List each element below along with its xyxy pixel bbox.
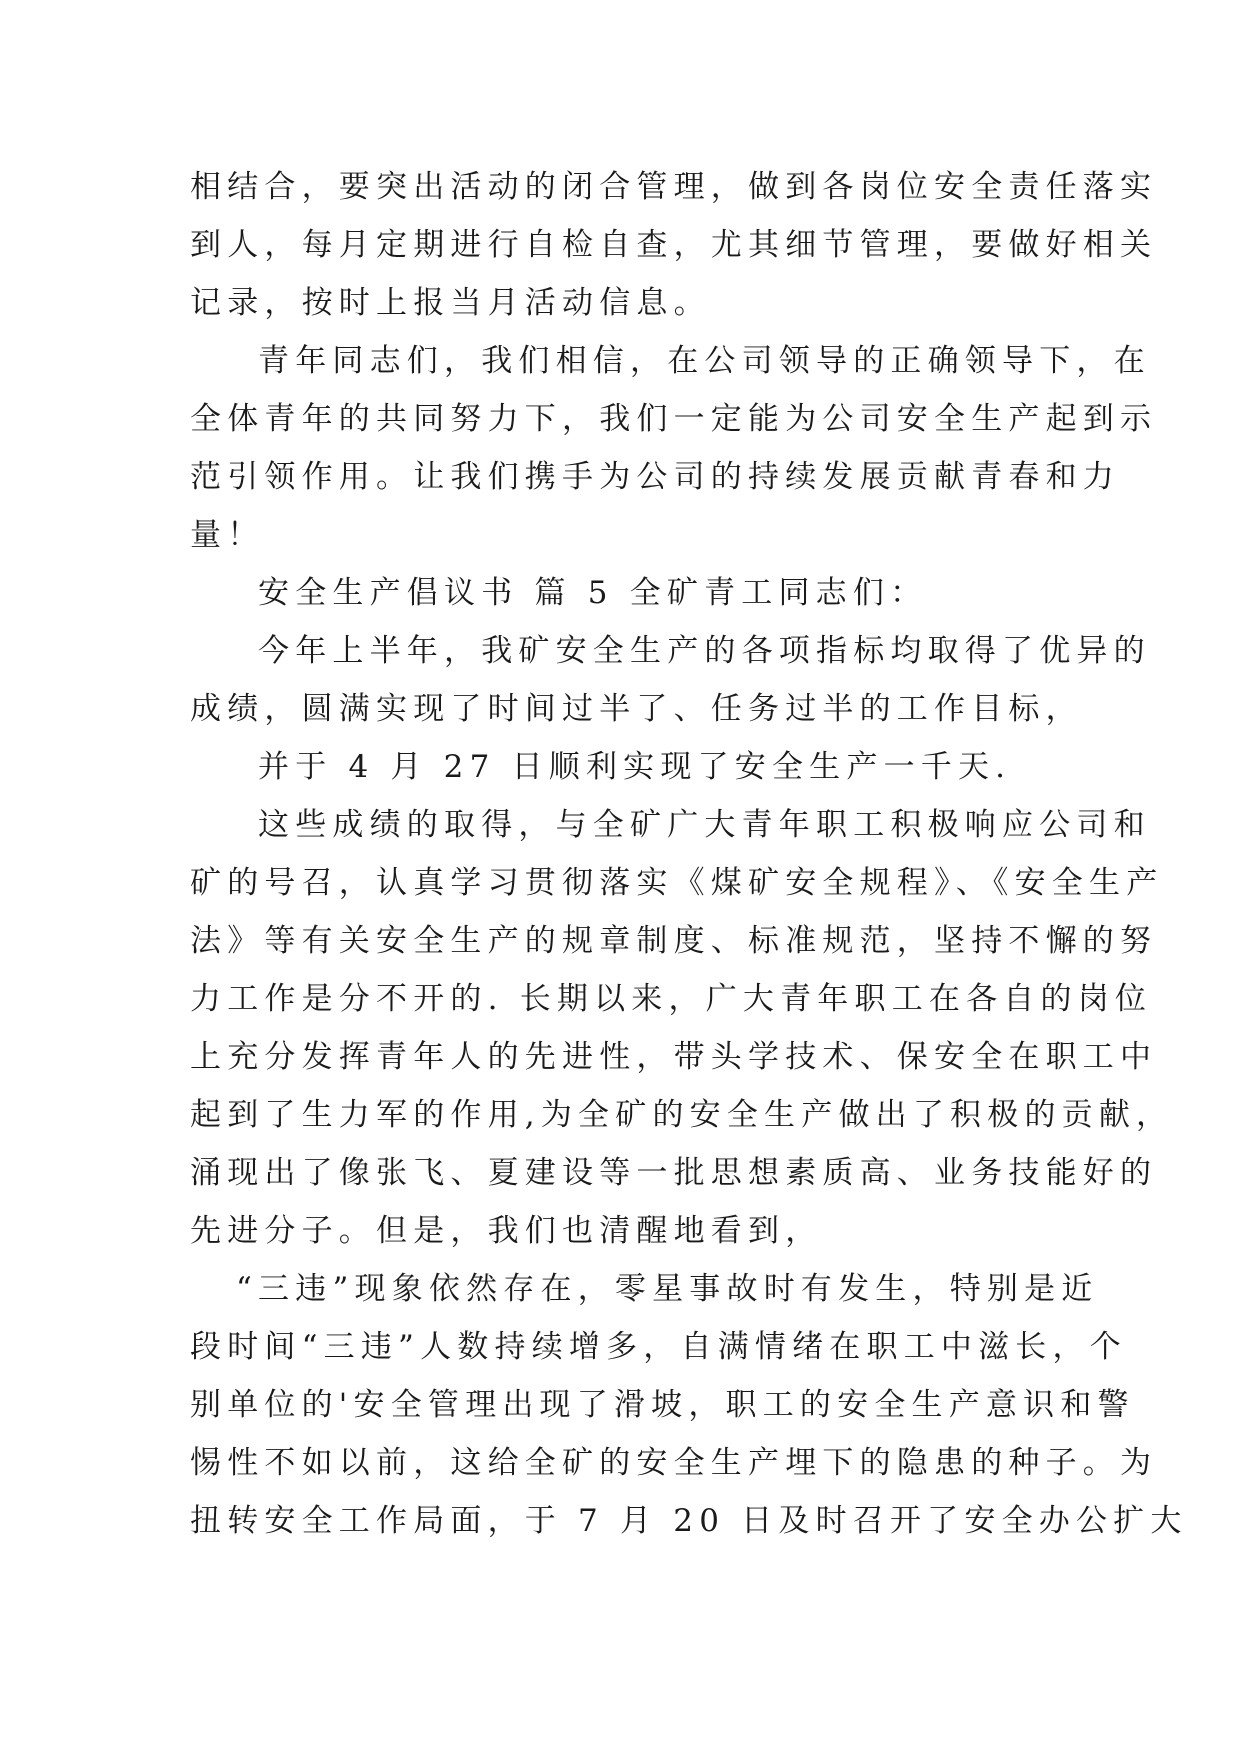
paragraph-start: 今年上半年，我矿安全生产的各项指标均取得了优异的 xyxy=(258,633,1151,669)
text-line: 上充分发挥青年人的先进性，带头学技术、保安全在职工中 xyxy=(190,1039,1158,1075)
text-line: 全体青年的共同努力下，我们一定能为公司安全生产起到示 xyxy=(190,401,1158,437)
text-line: 力工作是分不开的. 长期以来，广大青年职工在各自的岗位 xyxy=(190,981,1153,1017)
text-line: 起到了生力军的作用,为全矿的安全生产做出了积极的贡献， xyxy=(190,1097,1174,1133)
paragraph-start: 这些成绩的取得，与全矿广大青年职工积极响应公司和 xyxy=(258,807,1151,843)
text-line: 相结合，要突出活动的闭合管理，做到各岗位安全责任落实 xyxy=(190,169,1158,205)
paragraph-start: 青年同志们，我们相信，在公司领导的正确领导下，在 xyxy=(258,343,1151,379)
text-line: 成绩，圆满实现了时间过半了、任务过半的工作目标， xyxy=(190,691,1083,727)
text-line: 扭转安全工作局面，于 7 月 20 日及时召开了安全办公扩大 xyxy=(190,1503,1188,1539)
text-line: 惕性不如以前，这给全矿的安全生产埋下的隐患的种子。为 xyxy=(190,1445,1158,1481)
text-line: 矿的号召，认真学习贯彻落实《煤矿安全规程》、《安全生产 xyxy=(190,865,1164,901)
text-line: 量！ xyxy=(190,517,265,553)
text-line: 记录，按时上报当月活动信息。 xyxy=(190,285,711,321)
text-line: 到人，每月定期进行自检自查，尤其细节管理，要做好相关 xyxy=(190,227,1158,263)
text-line: 先进分子。但是，我们也清醒地看到， xyxy=(190,1213,823,1249)
text-line: 段时间“三违”人数持续增多，自满情绪在职工中滋长，个 xyxy=(190,1329,1127,1365)
body-text xyxy=(190,158,1188,1550)
text-line: 范引领作用。让我们携手为公司的持续发展贡献青春和力 xyxy=(190,459,1120,495)
text-line: 法》等有关安全生产的规章制度、标准规范，坚持不懈的努 xyxy=(190,923,1158,959)
text-line: 涌现出了像张飞、夏建设等一批思想素质高、业务技能好的 xyxy=(190,1155,1158,1191)
text-line: 别单位的'安全管理出现了滑坡，职工的安全生产意识和警 xyxy=(190,1387,1135,1423)
section-heading: 安全生产倡议书 篇 5 全矿青工同志们： xyxy=(258,575,928,611)
paragraph-start: 并于 4 月 27 日顺利实现了安全生产一千天. xyxy=(258,749,1012,785)
paragraph-start: “三违”现象依然存在，零星事故时有发生，特别是近 xyxy=(236,1271,1099,1307)
